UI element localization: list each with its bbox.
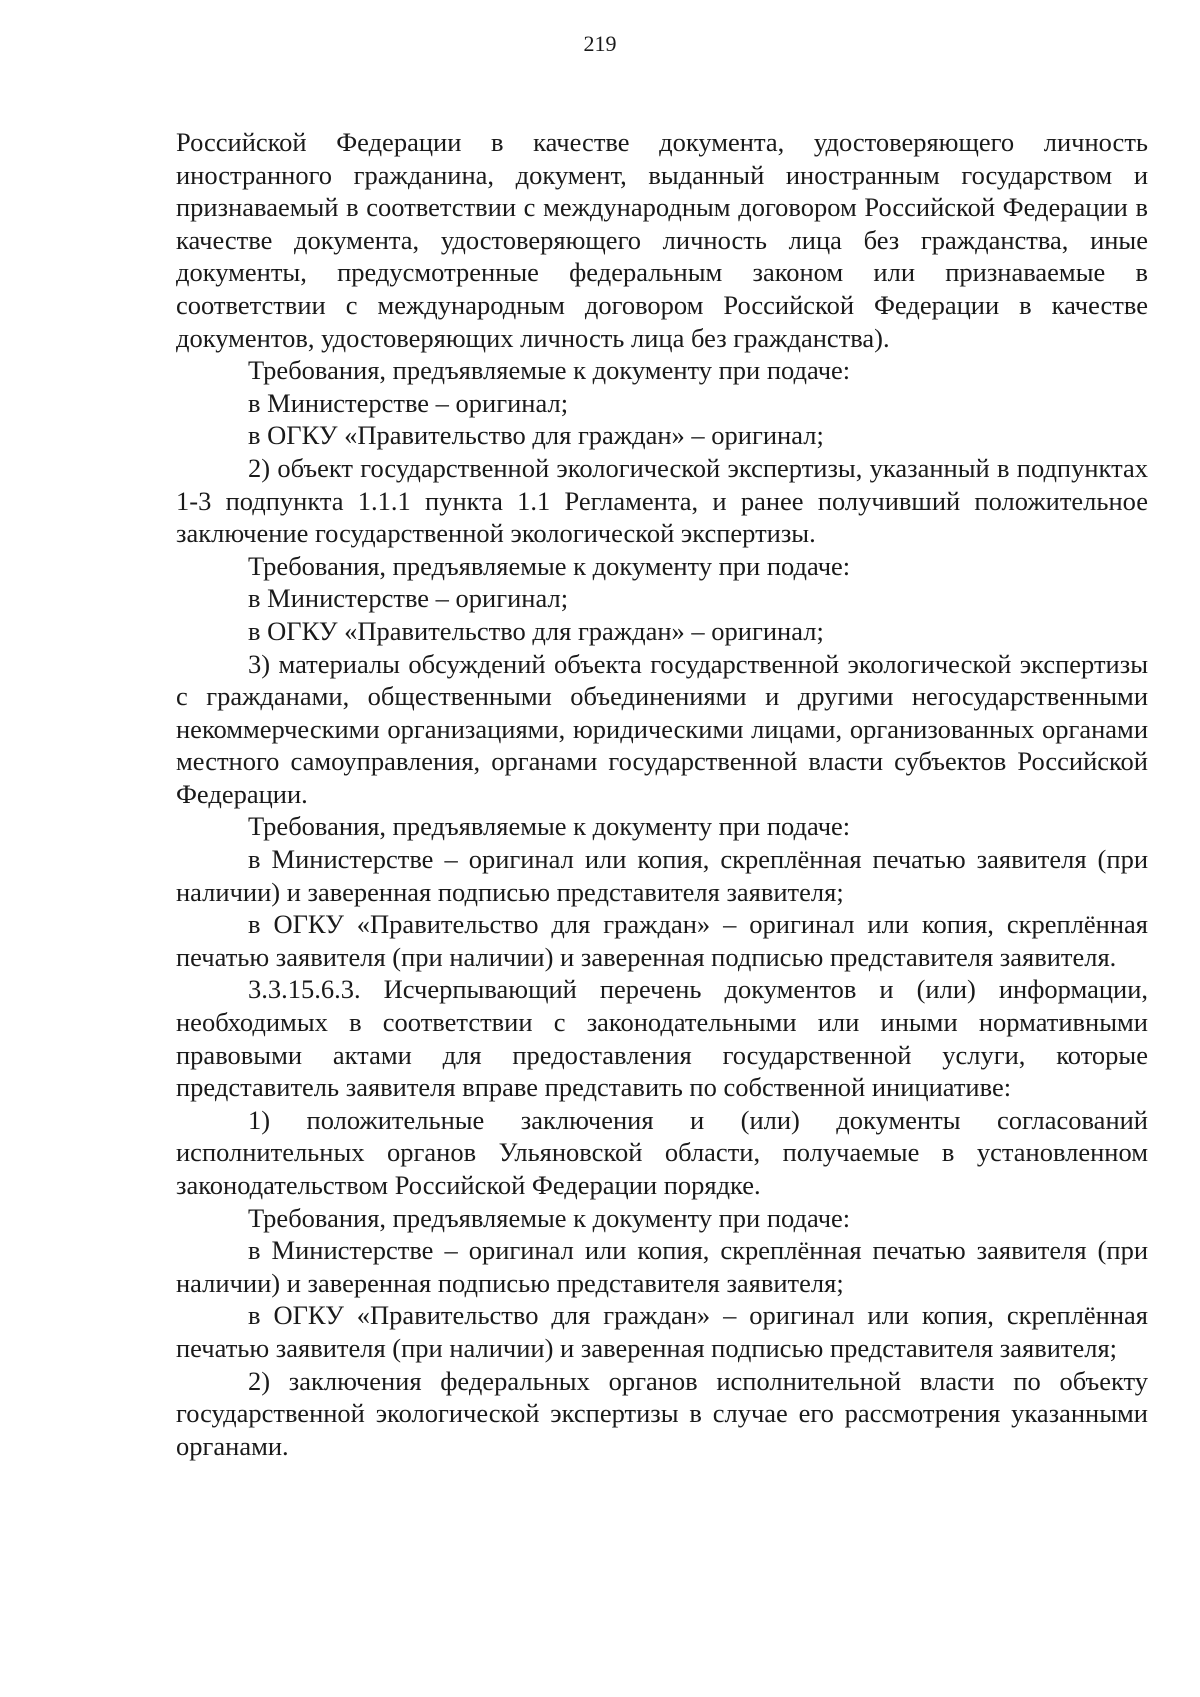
paragraph: в ОГКУ «Правительство для граждан» – оригинал или копия, скреплённая печатью заявителя (при наличии) и заверенная подписью представителя заявителя; xyxy=(176,1300,1148,1363)
page-number: 219 xyxy=(583,31,617,56)
paragraph: 1) положительные заключения и (или) документы согласований исполнительных органов Ульяновской области, получаемые в установленном законодательством Российской Федерации порядке. xyxy=(176,1104,1148,1200)
paragraph: 3.3.15.6.3. Исчерпывающий перечень документов и (или) информации, необходимых в соответствии с законодательными или иными нормативными правовыми актами для предоставления государственной услуги, которые представитель заявителя вправе представить по собственной инициативе: xyxy=(176,974,1148,1103)
paragraph: в Министерстве – оригинал; xyxy=(248,583,569,614)
document-body xyxy=(176,126,1148,1462)
paragraph: в Министерстве – оригинал или копия, скреплённая печатью заявителя (при наличии) и заверенная подписью представителя заявителя; xyxy=(176,1235,1148,1298)
paragraph: в ОГКУ «Правительство для граждан» – оригинал или копия, скреплённая печатью заявителя (при наличии) и заверенная подписью представителя заявителя. xyxy=(176,909,1148,972)
paragraph: в Министерстве – оригинал; xyxy=(248,387,569,418)
paragraph: в Министерстве – оригинал или копия, скреплённая печатью заявителя (при наличии) и заверенная подписью представителя заявителя; xyxy=(176,844,1148,907)
paragraph: Требования, предъявляемые к документу при подаче: xyxy=(248,1202,851,1233)
paragraph: 2) заключения федеральных органов исполнительной власти по объекту государственной экологической экспертизы в случае его рассмотрения указанными органами. xyxy=(176,1365,1148,1461)
paragraph: 2) объект государственной экологической экспертизы, указанный в подпунктах 1-3 подпункта 1.1.1 пункта 1.1 Регламента, и ранее получивший положительное заключение государственной экологической экспертизы. xyxy=(176,452,1148,549)
paragraph: в ОГКУ «Правительство для граждан» – оригинал; xyxy=(248,420,824,451)
paragraph: Требования, предъявляемые к документу при подаче: xyxy=(248,355,851,386)
paragraph: Требования, предъявляемые к документу при подаче: xyxy=(248,811,851,842)
paragraph: 3) материалы обсуждений объекта государственной экологической экспертизы с гражданами, общественными объединениями и другими негосударственными некоммерческими организациями, юридическими лицами, организованных органами местного самоуправления, органами государственной власти субъектов Российской Федерации. xyxy=(176,648,1148,809)
paragraph: в ОГКУ «Правительство для граждан» – оригинал; xyxy=(248,615,824,646)
paragraph: Российской Федерации в качестве документа, удостоверяющего личность иностранного гражданина, документ, выданный иностранным государством и признаваемый в соответствии с международным договором Российской Федерации в качестве документа, удостоверяющего личность лица без гражданства, иные документы, предусмотренные федеральным законом или признаваемые в соответствии с международным договором Российской Федерации в качестве документов, удостоверяющих личность лица без гражданства). xyxy=(176,127,1148,353)
paragraph: Требования, предъявляемые к документу при подаче: xyxy=(248,550,851,581)
